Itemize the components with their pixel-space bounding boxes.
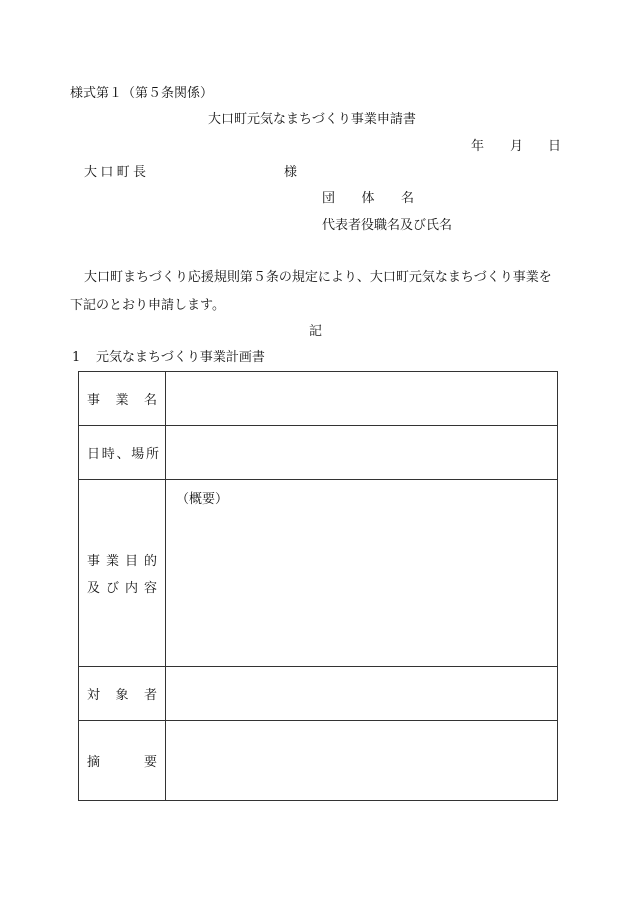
date-day: 日: [548, 139, 562, 154]
row-label-cell: [79, 721, 166, 801]
label-char: 業: [115, 393, 129, 408]
label-char: 要: [143, 755, 157, 770]
label-char: 事: [87, 554, 101, 569]
label-line-1: [87, 550, 157, 569]
label-char: 事: [87, 393, 101, 408]
label-char: 及: [87, 581, 101, 596]
label-char: 容: [143, 581, 157, 596]
addressee-name-text: [84, 166, 146, 179]
label-char: 対: [87, 688, 101, 703]
label-char: 所: [145, 447, 159, 462]
row-label-cell: [79, 480, 166, 667]
row-label-cell: [79, 372, 166, 426]
body-line-2: 下記のとおり申請します。: [70, 298, 225, 313]
table-row: [79, 667, 558, 721]
label-char: 内: [124, 581, 138, 596]
row-content-cell[interactable]: （概要）: [166, 480, 558, 667]
group-label-char-3: 名: [400, 191, 414, 206]
section-number: 1: [72, 350, 81, 365]
group-label-char-1: 団: [322, 191, 336, 206]
label-mokuteki: [79, 550, 165, 596]
table-row: [79, 372, 558, 426]
date-month: 月: [510, 139, 524, 154]
table-row: [79, 426, 558, 480]
label-char: 場: [131, 447, 145, 462]
row-label-cell: [79, 426, 166, 480]
plan-table: [78, 371, 558, 801]
label-char: 目: [124, 554, 138, 569]
date-year: 年: [471, 139, 485, 154]
label-line-2: [87, 577, 157, 596]
label-char: 、: [116, 447, 130, 462]
addressee-char-4: 長: [132, 165, 146, 180]
label-char: 時: [101, 447, 115, 462]
row-content-cell[interactable]: [166, 667, 558, 721]
label-char: 者: [143, 688, 157, 703]
label-tekiyo: [79, 751, 165, 770]
section-title: 元気なまちづくり事業計画書: [96, 350, 265, 365]
label-char: 的: [143, 554, 157, 569]
label-jigyomei: [79, 389, 165, 408]
label-char: 日: [87, 447, 101, 462]
label-taishosha: [79, 684, 165, 703]
document-title: 大口町元気なまちづくり事業申請書: [208, 112, 416, 127]
table-row: [79, 721, 558, 801]
addressee-char-1: 大: [84, 165, 98, 180]
table-row: [79, 480, 558, 667]
row-content-cell[interactable]: [166, 426, 558, 480]
label-nichiji: [79, 443, 165, 462]
applicant-rep-label: 代表者役職名及び氏名: [322, 218, 453, 233]
label-char: 摘: [87, 755, 101, 770]
addressee-char-3: 町: [116, 165, 130, 180]
addressee-char-2: 口: [100, 165, 114, 180]
label-char: び: [105, 581, 119, 596]
row-content-cell[interactable]: [166, 721, 558, 801]
form-number: 様式第１（第５条関係）: [70, 86, 214, 101]
ki-marker: 記: [309, 324, 323, 339]
body-line-1: 大口町まちづくり応援規則第５条の規定により、大口町元気なまちづくり事業を: [84, 270, 552, 285]
label-char: 名: [143, 393, 157, 408]
row-content-cell[interactable]: [166, 372, 558, 426]
group-label-char-2: 体: [361, 191, 375, 206]
row-label-cell: [79, 667, 166, 721]
applicant-group-label: [322, 192, 414, 205]
addressee-honorific: 様: [284, 165, 298, 180]
group-label-spread: [322, 192, 414, 205]
label-char: 業: [105, 554, 119, 569]
addressee-name: [84, 166, 146, 179]
label-char: 象: [115, 688, 129, 703]
